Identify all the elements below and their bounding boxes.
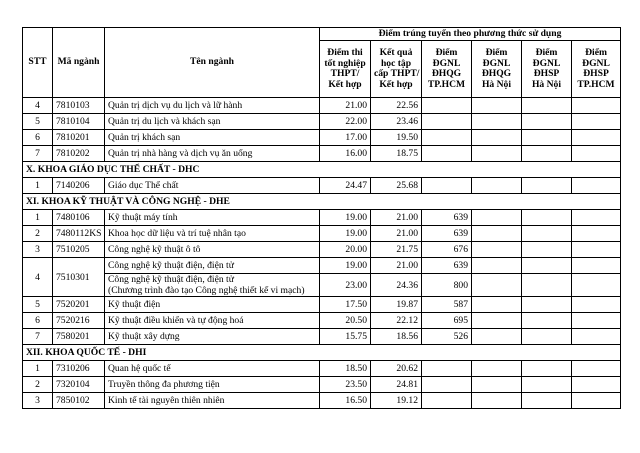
score-dgnl-hn-cell (472, 297, 522, 313)
score-dgnl-hn-cell (472, 226, 522, 242)
major-name-cell: Kỹ thuật máy tính (105, 210, 320, 226)
score-dhsp-hn-cell (522, 274, 572, 297)
header-method-1 (320, 41, 371, 98)
table-row (23, 329, 621, 345)
header-method-line: ĐGNL (432, 57, 461, 69)
score-dgnl-hn-cell (472, 329, 522, 345)
table-row (23, 242, 621, 258)
header-method-line: Điểm (535, 47, 558, 58)
score-dgnl-hcm-cell: 800 (422, 274, 472, 297)
score-dgnl-hcm-cell: 587 (422, 297, 472, 313)
score-hocba-cell: 22.56 (371, 98, 422, 114)
header-group: Điểm trúng tuyển theo phương thức sử dụng (320, 28, 621, 41)
score-dgnl-hn-cell (472, 130, 522, 146)
header-method-line: TP.HCM (577, 78, 615, 90)
header-code: Mã ngành (53, 28, 105, 98)
score-dhsp-hn-cell (522, 114, 572, 130)
score-dgnl-hn-cell (472, 361, 522, 377)
header-method-line: ĐHQG (481, 68, 512, 79)
header-method-line: Kết hợp (379, 78, 413, 90)
stt-cell: 2 (23, 377, 53, 393)
major-name-cell: Kỹ thuật điện (105, 297, 320, 313)
score-dhsp-hn-cell (522, 210, 572, 226)
score-dgnl-hcm-cell (422, 178, 472, 194)
score-thpt-cell: 17.50 (320, 297, 371, 313)
score-dhsp-hcm-cell (572, 98, 621, 114)
section-title: XI. KHOA KỸ THUẬT VÀ CÔNG NGHỆ - DHE (23, 194, 621, 210)
score-dgnl-hn-cell (472, 313, 522, 329)
header-method-line: ĐHQG (431, 68, 462, 79)
score-dhsp-hcm-cell (572, 377, 621, 393)
header-method-line: Kết hợp (328, 78, 362, 90)
table-row (23, 114, 621, 130)
score-dgnl-hcm-cell (422, 146, 472, 162)
score-dgnl-hn-cell (472, 393, 522, 409)
score-dgnl-hcm-cell: 676 (422, 242, 472, 258)
header-method-line: TP.HCM (427, 78, 466, 90)
header-method-line: học tập (380, 57, 412, 69)
score-dhsp-hcm-cell (572, 258, 621, 274)
score-dhsp-hcm-cell (572, 146, 621, 162)
section-title: XII. KHOA QUỐC TẾ - DHI (23, 345, 621, 361)
major-code-cell: 7810103 (53, 98, 105, 114)
header-method-line: Điểm thi (327, 47, 363, 58)
score-dgnl-hcm-cell: 695 (422, 313, 472, 329)
major-name-cell: Kỹ thuật xây dựng (105, 329, 320, 345)
header-stt: STT (23, 28, 53, 98)
score-hocba-cell: 21.00 (371, 210, 422, 226)
header-name: Tên ngành (105, 28, 320, 98)
score-dhsp-hn-cell (522, 242, 572, 258)
table-row (23, 393, 621, 409)
score-dgnl-hn-cell (472, 274, 522, 297)
major-code-cell: 7810202 (53, 146, 105, 162)
stt-cell: 7 (23, 146, 53, 162)
table-row (23, 274, 621, 297)
score-thpt-cell: 18.50 (320, 361, 371, 377)
major-name-cell: Khoa học dữ liệu và trí tuệ nhân tạo (105, 226, 320, 242)
header-method-line: Điểm (485, 47, 508, 58)
major-code-cell: 7480106 (53, 210, 105, 226)
stt-cell: 6 (23, 130, 53, 146)
score-dhsp-hcm-cell (572, 329, 621, 345)
score-dhsp-hn-cell (522, 130, 572, 146)
stt-cell: 4 (23, 98, 53, 114)
table-row (23, 297, 621, 313)
table-row (23, 130, 621, 146)
header-method-line: ĐGNL (582, 57, 610, 69)
major-code-cell: 7320104 (53, 377, 105, 393)
major-name-note: (Chương trình đào tạo Công nghệ thiết kế vi mạch) (108, 285, 305, 296)
score-dgnl-hn-cell (472, 98, 522, 114)
header-method-line: THPT/ (330, 68, 360, 79)
score-dhsp-hn-cell (522, 297, 572, 313)
major-name-cell: Truyền thông đa phương tiện (105, 377, 320, 393)
major-name-cell: Công nghệ kỹ thuật điện, điện tử (105, 258, 320, 274)
table-body (23, 98, 621, 409)
score-thpt-cell: 19.00 (320, 210, 371, 226)
major-code-cell: 7520216 (53, 313, 105, 329)
admission-score-table (22, 27, 621, 409)
score-dhsp-hcm-cell (572, 274, 621, 297)
score-dhsp-hn-cell (522, 226, 572, 242)
score-thpt-cell: 15.75 (320, 329, 371, 345)
score-dhsp-hn-cell (522, 178, 572, 194)
major-code-cell: 7510205 (53, 242, 105, 258)
score-dhsp-hn-cell (522, 98, 572, 114)
score-dgnl-hcm-cell (422, 114, 472, 130)
score-thpt-cell: 19.00 (320, 258, 371, 274)
score-dgnl-hcm-cell (422, 130, 472, 146)
major-name-cell: Quản trị dịch vụ du lịch và lữ hành (105, 98, 320, 114)
header-method-line: cấp THPT/ (374, 68, 420, 79)
major-name-cell: Kinh tế tài nguyên thiên nhiên (105, 393, 320, 409)
score-dhsp-hcm-cell (572, 210, 621, 226)
score-dhsp-hcm-cell (572, 361, 621, 377)
header-method-3 (422, 41, 472, 98)
table-row (23, 377, 621, 393)
section-row (23, 194, 621, 210)
header-method-line: ĐGNL (482, 57, 511, 69)
score-dgnl-hn-cell (472, 114, 522, 130)
major-code-cell: 7580201 (53, 329, 105, 345)
score-thpt-cell: 20.00 (320, 242, 371, 258)
header-method-line: tốt nghiệp (324, 57, 366, 69)
major-code-cell: 7510301 (53, 258, 105, 297)
score-hocba-cell: 21.75 (371, 242, 422, 258)
major-code-cell: 7850102 (53, 393, 105, 409)
score-dhsp-hn-cell (522, 313, 572, 329)
major-name-cell: Quản trị du lịch và khách sạn (105, 114, 320, 130)
score-dhsp-hcm-cell (572, 297, 621, 313)
score-thpt-cell: 23.00 (320, 274, 371, 297)
header-method-line: Điểm (435, 47, 458, 58)
score-dgnl-hn-cell (472, 210, 522, 226)
header-method-4 (472, 41, 522, 98)
table-row (23, 146, 621, 162)
score-dhsp-hn-cell (522, 329, 572, 345)
score-thpt-cell: 19.00 (320, 226, 371, 242)
table-row (23, 210, 621, 226)
stt-cell: 4 (23, 258, 53, 297)
header-method-2 (371, 41, 422, 98)
table-row (23, 313, 621, 329)
score-dgnl-hcm-cell (422, 361, 472, 377)
score-dhsp-hcm-cell (572, 130, 621, 146)
score-dgnl-hcm-cell (422, 393, 472, 409)
score-thpt-cell: 22.00 (320, 114, 371, 130)
table-row (23, 361, 621, 377)
major-name-cell (105, 274, 320, 297)
score-hocba-cell: 18.56 (371, 329, 422, 345)
major-name-cell: Quan hệ quốc tế (105, 361, 320, 377)
table-row (23, 98, 621, 114)
header-method-line: ĐGNL (532, 57, 561, 69)
score-hocba-cell: 25.68 (371, 178, 422, 194)
score-hocba-cell: 19.50 (371, 130, 422, 146)
score-dgnl-hcm-cell: 639 (422, 226, 472, 242)
score-thpt-cell: 20.50 (320, 313, 371, 329)
score-dhsp-hn-cell (522, 377, 572, 393)
score-dhsp-hn-cell (522, 258, 572, 274)
major-code-cell: 7140206 (53, 178, 105, 194)
score-dgnl-hn-cell (472, 242, 522, 258)
score-dgnl-hn-cell (472, 258, 522, 274)
score-dhsp-hcm-cell (572, 242, 621, 258)
major-code-cell: 7810201 (53, 130, 105, 146)
major-code-cell: 7810104 (53, 114, 105, 130)
score-thpt-cell: 16.50 (320, 393, 371, 409)
header-method-line: Kết quả (379, 47, 413, 58)
score-dhsp-hn-cell (522, 393, 572, 409)
stt-cell: 1 (23, 210, 53, 226)
score-dhsp-hn-cell (522, 361, 572, 377)
major-name-cell: Giáo dục Thể chất (105, 178, 320, 194)
header-method-5 (522, 41, 572, 98)
stt-cell: 2 (23, 226, 53, 242)
section-row (23, 345, 621, 361)
score-hocba-cell: 19.87 (371, 297, 422, 313)
score-hocba-cell: 24.81 (371, 377, 422, 393)
score-dhsp-hn-cell (522, 146, 572, 162)
score-dhsp-hcm-cell (572, 178, 621, 194)
score-dgnl-hcm-cell: 639 (422, 210, 472, 226)
header-method-6 (572, 41, 621, 98)
score-thpt-cell: 16.00 (320, 146, 371, 162)
stt-cell: 1 (23, 361, 53, 377)
score-dgnl-hn-cell (472, 146, 522, 162)
score-thpt-cell: 23.50 (320, 377, 371, 393)
score-dhsp-hcm-cell (572, 226, 621, 242)
header-method-line: Hà Nội (481, 78, 512, 90)
score-hocba-cell: 24.36 (371, 274, 422, 297)
score-dgnl-hn-cell (472, 178, 522, 194)
table-row (23, 178, 621, 194)
score-thpt-cell: 17.00 (320, 130, 371, 146)
major-code-cell: 7480112KS (53, 226, 105, 242)
header-method-line: Hà Nội (531, 78, 562, 90)
major-name-cell: Quản trị khách sạn (105, 130, 320, 146)
section-row (23, 162, 621, 178)
score-hocba-cell: 23.46 (371, 114, 422, 130)
stt-cell: 5 (23, 297, 53, 313)
major-name-cell: Quản trị nhà hàng và dịch vụ ăn uống (105, 146, 320, 162)
stt-cell: 3 (23, 242, 53, 258)
score-dgnl-hcm-cell: 639 (422, 258, 472, 274)
score-dgnl-hcm-cell: 526 (422, 329, 472, 345)
stt-cell: 7 (23, 329, 53, 345)
score-dhsp-hcm-cell (572, 313, 621, 329)
stt-cell: 6 (23, 313, 53, 329)
major-name-line: Công nghệ kỹ thuật điện, điện tử (108, 274, 234, 285)
major-code-cell: 7520201 (53, 297, 105, 313)
score-hocba-cell: 18.75 (371, 146, 422, 162)
score-dhsp-hcm-cell (572, 114, 621, 130)
major-name-cell: Công nghệ kỹ thuật ô tô (105, 242, 320, 258)
score-hocba-cell: 21.00 (371, 226, 422, 242)
table-row (23, 226, 621, 242)
header-method-line: Điểm (585, 47, 607, 58)
score-thpt-cell: 24.47 (320, 178, 371, 194)
score-dhsp-hcm-cell (572, 393, 621, 409)
score-hocba-cell: 21.00 (371, 258, 422, 274)
score-dgnl-hcm-cell (422, 98, 472, 114)
table-row (23, 258, 621, 274)
major-code-cell: 7310206 (53, 361, 105, 377)
score-dgnl-hcm-cell (422, 377, 472, 393)
major-name-cell: Kỹ thuật điều khiển và tự động hoá (105, 313, 320, 329)
header-method-line: ĐHSP (583, 68, 609, 79)
stt-cell: 5 (23, 114, 53, 130)
score-dgnl-hn-cell (472, 377, 522, 393)
score-hocba-cell: 22.12 (371, 313, 422, 329)
header-method-line: ĐHSP (533, 68, 560, 79)
stt-cell: 3 (23, 393, 53, 409)
section-title: X. KHOA GIÁO DỤC THỂ CHẤT - DHC (23, 162, 621, 178)
stt-cell: 1 (23, 178, 53, 194)
score-thpt-cell: 21.00 (320, 98, 371, 114)
score-hocba-cell: 20.62 (371, 361, 422, 377)
score-hocba-cell: 19.12 (371, 393, 422, 409)
